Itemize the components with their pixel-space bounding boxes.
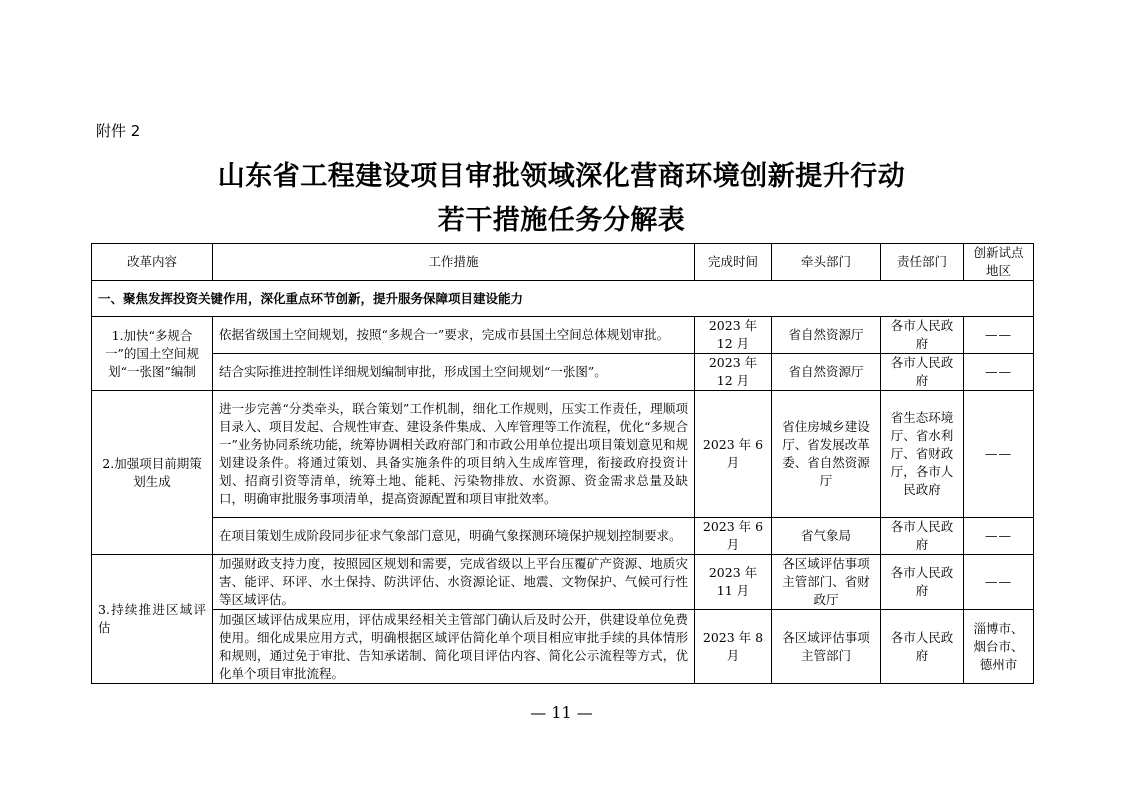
completion-time: 2023 年 12 月 bbox=[695, 354, 772, 391]
document-title-line-2: 若干措施任务分解表 bbox=[437, 205, 686, 236]
document-title-line-1: 山东省工程建设项目审批领域深化营商环境创新提升行动 bbox=[217, 161, 906, 192]
pilot-area: —— bbox=[964, 317, 1034, 354]
header-measure: 工作措施 bbox=[213, 244, 695, 281]
completion-time: 2023 年 6 月 bbox=[695, 518, 772, 555]
lead-department: 省住房城乡建设厅、省发展改革委、省自然资源厅 bbox=[772, 391, 881, 518]
table-row bbox=[92, 555, 1034, 610]
table-row bbox=[92, 317, 1034, 354]
header-row bbox=[92, 244, 1034, 281]
table-row bbox=[92, 610, 1034, 684]
table-row bbox=[92, 391, 1034, 518]
work-measure: 加强区域评估成果应用，评估成果经相关主管部门确认后及时公开，供建设单位免费使用。细化成果应用方式，明确根据区域评估简化单个项目相应审批手续的具体情形和规则，通过免于审批、告知承诺制、简化项目评估内容、简化公示流程等方式，优化单个项目审批流程。 bbox=[213, 610, 695, 684]
reform-content: 1.加快“多规合一”的国土空间规划“一张图”编制 bbox=[92, 317, 213, 391]
work-measure: 进一步完善“分类牵头，联合策划”工作机制，细化工作规则，压实工作责任，理顺项目录入、项目发起、合规性审查、建设条件集成、入库管理等工作流程，优化“多规合一”业务协同系统功能，统筹协调相关政府部门和市政公用单位提出项目策划意见和规划建设条件。将通过策划、具备实施条件的项目纳入生成库管理，衔接政府投资计划、招商引资等清单，统筹土地、能耗、污染物排放、水资源、资金需求总量及缺口，明确审批服务事项清单，提高资源配置和项目审批效率。 bbox=[213, 391, 695, 518]
responsible-department: 各市人民政府 bbox=[881, 354, 964, 391]
work-measure: 加强财政支持力度，按照园区规划和需要，完成省级以上平台压覆矿产资源、地质灾害、能评、环评、水土保持、防洪评估、水资源论证、地震、文物保护、气候可行性等区域评估。 bbox=[213, 555, 695, 610]
table-row bbox=[92, 518, 1034, 555]
pilot-area: 淄博市、烟台市、德州市 bbox=[964, 610, 1034, 684]
work-measure: 结合实际推进控制性详细规划编制审批，形成国土空间规划“一张图”。 bbox=[213, 354, 695, 391]
header-content: 改革内容 bbox=[92, 244, 213, 281]
pilot-area: —— bbox=[964, 518, 1034, 555]
responsible-department: 各市人民政府 bbox=[881, 555, 964, 610]
table-row bbox=[92, 354, 1034, 391]
completion-time: 2023 年 11 月 bbox=[695, 555, 772, 610]
work-measure: 在项目策划生成阶段同步征求气象部门意见，明确气象探测环境保护规划控制要求。 bbox=[213, 518, 695, 555]
reform-content: 2.加强项目前期策划生成 bbox=[92, 391, 213, 555]
task-breakdown-table bbox=[91, 243, 1034, 684]
lead-department: 省气象局 bbox=[772, 518, 881, 555]
lead-department: 省自然资源厅 bbox=[772, 354, 881, 391]
pilot-area: —— bbox=[964, 354, 1034, 391]
completion-time: 2023 年 12 月 bbox=[695, 317, 772, 354]
lead-department: 各区域评估事项主管部门 bbox=[772, 610, 881, 684]
page-number: — 11 — bbox=[530, 703, 593, 722]
header-time: 完成时间 bbox=[695, 244, 772, 281]
completion-time: 2023 年 6 月 bbox=[695, 391, 772, 518]
pilot-area: —— bbox=[964, 391, 1034, 518]
lead-department: 省自然资源厅 bbox=[772, 317, 881, 354]
responsible-department: 各市人民政府 bbox=[881, 317, 964, 354]
lead-department: 各区域评估事项主管部门、省财政厅 bbox=[772, 555, 881, 610]
attachment-label: 附件 2 bbox=[96, 122, 141, 140]
work-measure: 依据省级国土空间规划，按照“多规合一”要求，完成市县国土空间总体规划审批。 bbox=[213, 317, 695, 354]
section-heading: 一、聚焦发挥投资关键作用，深化重点环节创新，提升服务保障项目建设能力 bbox=[92, 281, 1034, 317]
reform-content: 3.持续推进区域评估 bbox=[92, 555, 213, 684]
responsible-department: 各市人民政府 bbox=[881, 518, 964, 555]
header-pilot: 创新试点地区 bbox=[964, 244, 1034, 281]
section-row bbox=[92, 281, 1034, 317]
pilot-area: —— bbox=[964, 555, 1034, 610]
completion-time: 2023 年 8 月 bbox=[695, 610, 772, 684]
responsible-department: 各市人民政府 bbox=[881, 610, 964, 684]
header-resp: 责任部门 bbox=[881, 244, 964, 281]
header-lead: 牵头部门 bbox=[772, 244, 881, 281]
responsible-department: 省生态环境厅、省水利厅、省财政厅，各市人民政府 bbox=[881, 391, 964, 518]
